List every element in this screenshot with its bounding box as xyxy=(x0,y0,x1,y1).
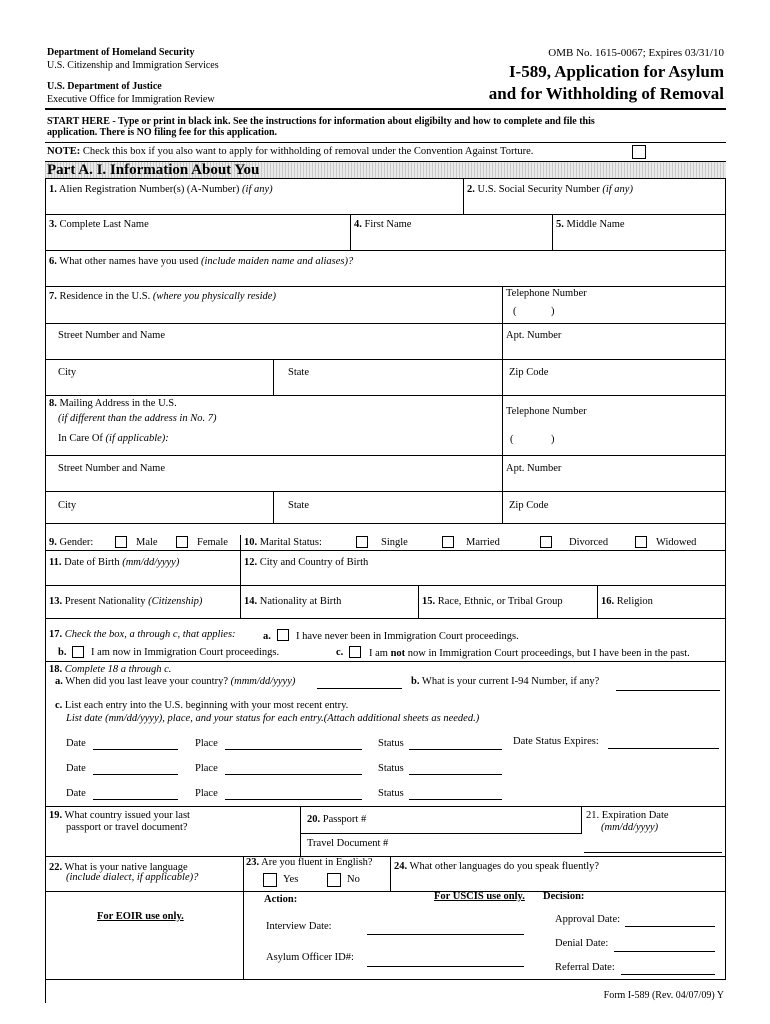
row-line xyxy=(300,833,582,834)
start-here-line1: START HERE - Type or print in black ink. See the instructions for information about eligibilty and how to complete and file this xyxy=(47,116,595,127)
ssn-input[interactable] xyxy=(467,198,721,212)
row-line xyxy=(45,523,726,524)
row-line xyxy=(45,455,726,456)
uscis-agency: U.S. Citizenship and Immigration Services xyxy=(47,60,219,71)
grid-left xyxy=(45,179,46,1003)
uscis-use-label: For USCIS use only. xyxy=(434,891,525,902)
english-yes-checkbox[interactable] xyxy=(263,873,277,887)
officer-id-input[interactable] xyxy=(367,966,524,967)
cat-withholding-checkbox[interactable] xyxy=(632,145,646,159)
marital-single-label: Single xyxy=(381,537,408,548)
cell-divider xyxy=(300,806,301,856)
row-line xyxy=(45,359,726,360)
q17c-text: I am not now in Immigration Court proceedings, but I have been in the past. xyxy=(369,648,690,659)
gender-male-label: Male xyxy=(136,537,158,548)
q7-city-label: City xyxy=(58,367,77,378)
middle-name-input[interactable] xyxy=(556,233,721,247)
cell-divider xyxy=(243,856,244,891)
part-a1-title: Part A. I. Information About You xyxy=(47,162,260,178)
marital-single-checkbox[interactable] xyxy=(356,536,368,548)
q8-apt-label: Apt. Number xyxy=(506,463,562,474)
q8-zip-label: Zip Code xyxy=(509,500,549,511)
cell-divider xyxy=(273,359,274,395)
q17b-checkbox[interactable] xyxy=(72,646,84,658)
q8-phone-input[interactable] xyxy=(560,432,720,446)
q18b-input[interactable] xyxy=(616,690,720,691)
marital-divorced-label: Divorced xyxy=(569,537,609,548)
q18a-input[interactable] xyxy=(317,688,402,689)
q8-label: 8. Mailing Address in the U.S. xyxy=(49,398,177,409)
cell-divider xyxy=(273,491,274,523)
entry1-status-label: Status xyxy=(378,738,404,749)
q17c-checkbox[interactable] xyxy=(349,646,361,658)
cell-divider xyxy=(350,214,351,250)
grid-right xyxy=(725,179,726,979)
entry2-date-label: Date xyxy=(66,763,86,774)
doj-dept: U.S. Department of Justice xyxy=(47,81,162,92)
q16-label: 16. Religion xyxy=(601,596,653,607)
marital-divorced-checkbox[interactable] xyxy=(540,536,552,548)
form-revision: Form I-589 (Rev. 04/07/09) Y xyxy=(603,990,724,1001)
row-line xyxy=(45,856,726,857)
row-line xyxy=(45,891,726,892)
paren-close: ) xyxy=(551,306,555,317)
q8-phone-label: Telephone Number xyxy=(506,406,587,417)
officer-id-label: Asylum Officer ID#: xyxy=(266,952,354,963)
cell-divider xyxy=(502,286,503,395)
first-name-input[interactable] xyxy=(354,233,548,247)
entry1-date-input[interactable] xyxy=(93,749,178,750)
marital-widowed-checkbox[interactable] xyxy=(635,536,647,548)
row-line xyxy=(45,395,726,396)
cat-note: NOTE: Check this box if you also want to apply for withholding of removal under the Convention Against Torture. xyxy=(47,146,534,157)
expiration-date-input[interactable] xyxy=(584,852,722,853)
row-line xyxy=(45,979,244,980)
row-line xyxy=(45,214,726,215)
approval-date-label: Approval Date: xyxy=(555,914,621,925)
q22-label: 22. What is your native language xyxy=(49,862,188,873)
q21-label: 21. Expiration Date xyxy=(586,810,669,821)
cell-divider xyxy=(240,535,241,618)
entry1-place-label: Place xyxy=(195,738,218,749)
row-line xyxy=(45,585,726,586)
omb-number: OMB No. 1615-0067; Expires 03/31/10 xyxy=(548,47,724,59)
q3-label: 3. Complete Last Name xyxy=(49,219,149,230)
row-line xyxy=(45,661,726,662)
q17a-text: I have never been in Immigration Court proceedings. xyxy=(296,631,519,642)
english-yes-label: Yes xyxy=(283,874,299,885)
q18c-label: c. List each entry into the U.S. beginning with your most recent entry. xyxy=(55,700,349,711)
q4-label: 4. First Name xyxy=(354,219,412,230)
paren-open: ( xyxy=(510,434,514,445)
q12-label: 12. City and Country of Birth xyxy=(244,557,369,568)
english-no-checkbox[interactable] xyxy=(327,873,341,887)
q23-label: 23. Are you fluent in English? xyxy=(246,857,373,868)
q17a-letter: a. xyxy=(263,631,271,642)
q7-zip-label: Zip Code xyxy=(509,367,549,378)
cell-divider xyxy=(581,806,582,833)
q11-label: 11. Date of Birth (mm/dd/yyyy) xyxy=(49,557,180,568)
q7-phone-input[interactable] xyxy=(560,304,720,318)
row-line xyxy=(45,806,726,807)
entry3-status-input[interactable] xyxy=(409,799,502,800)
q18c-instructions: List date (mm/dd/yyyy), place, and your status for each entry.(Attach additional sheets as needed.) xyxy=(66,713,480,724)
start-here-line2: application. There is NO filing fee for this application. xyxy=(47,127,278,138)
marital-married-checkbox[interactable] xyxy=(442,536,454,548)
entry1-status-input[interactable] xyxy=(409,749,502,750)
q8-street-label: Street Number and Name xyxy=(58,463,166,474)
cell-divider xyxy=(418,585,419,618)
q1-label: 1. Alien Registration Number(s) (A-Number) (if any) xyxy=(49,184,273,195)
q18a-label: a. When did you last leave your country? (mmm/dd/yyyy) xyxy=(55,676,296,687)
entry3-date-label: Date xyxy=(66,788,86,799)
paren-open: ( xyxy=(513,306,517,317)
entry2-status-input[interactable] xyxy=(409,774,502,775)
q9-label: 9. Gender: xyxy=(49,537,94,548)
row-line xyxy=(45,323,726,324)
q10-label: 10. Marital Status: xyxy=(244,537,322,548)
interview-date-input[interactable] xyxy=(367,934,524,935)
q18b-label: b. What is your current I-94 Number, if any? xyxy=(411,676,600,687)
entry1-place-input[interactable] xyxy=(225,749,362,750)
dhs-dept: Department of Homeland Security xyxy=(47,47,195,58)
entry3-date-input[interactable] xyxy=(93,799,178,800)
divider xyxy=(45,142,726,143)
form-title-line2: and for Withholding of Removal xyxy=(488,84,724,103)
row-line xyxy=(45,618,726,619)
q18-label: 18. Complete 18 a through c. xyxy=(49,664,172,675)
approval-date-input[interactable] xyxy=(625,926,715,927)
q6-label: 6. What other names have you used (include maiden name and aliases)? xyxy=(49,256,354,267)
q21-format: (mm/dd/yyyy) xyxy=(601,822,659,833)
q19-label: 19. What country issued your last xyxy=(49,810,190,821)
q7-label: 7. Residence in the U.S. (where you physically reside) xyxy=(49,291,276,302)
decision-label: Decision: xyxy=(543,891,585,902)
marital-widowed-label: Widowed xyxy=(656,537,697,548)
entry3-status-label: Status xyxy=(378,788,404,799)
entry2-place-input[interactable] xyxy=(225,774,362,775)
entry2-status-label: Status xyxy=(378,763,404,774)
q7-apt-label: Apt. Number xyxy=(506,330,562,341)
entry1-expires-input[interactable] xyxy=(608,748,719,749)
q17b-text: I am now in Immigration Court proceedings. xyxy=(91,647,280,658)
entry3-place-label: Place xyxy=(195,788,218,799)
q20-label: 20. Passport # xyxy=(307,814,367,825)
row-line xyxy=(243,979,726,980)
gender-male-checkbox[interactable] xyxy=(115,536,127,548)
q8-city-label: City xyxy=(58,500,77,511)
row-line xyxy=(45,286,726,287)
cell-divider xyxy=(597,585,598,618)
english-no-label: No xyxy=(347,874,360,885)
cell-divider xyxy=(463,179,464,214)
entry2-place-label: Place xyxy=(195,763,218,774)
gender-female-label: Female xyxy=(197,537,228,548)
q13-label: 13. Present Nationality (Citizenship) xyxy=(49,596,203,607)
entry1-expires-label: Date Status Expires: xyxy=(513,736,599,747)
gender-female-checkbox[interactable] xyxy=(176,536,188,548)
form-title-line1: I-589, Application for Asylum xyxy=(508,62,724,81)
q17-label: 17. Check the box, a through c, that applies: xyxy=(49,629,236,640)
a-number-input[interactable] xyxy=(49,198,459,212)
q2-label: 2. U.S. Social Security Number (if any) xyxy=(467,184,633,195)
row-line xyxy=(45,250,726,251)
q7-street-label: Street Number and Name xyxy=(58,330,166,341)
cell-divider xyxy=(502,395,503,523)
q14-label: 14. Nationality at Birth xyxy=(244,596,342,607)
interview-date-label: Interview Date: xyxy=(266,921,332,932)
q17b-letter: b. xyxy=(58,647,67,658)
eoir-use-label: For EOIR use only. xyxy=(97,911,184,922)
other-names-input[interactable] xyxy=(49,270,721,284)
q24-label: 24. What other languages do you speak fluently? xyxy=(394,861,600,872)
denial-date-input[interactable] xyxy=(614,951,715,952)
row-line xyxy=(45,491,726,492)
denial-date-label: Denial Date: xyxy=(555,938,609,949)
last-name-input[interactable] xyxy=(49,233,346,247)
uscis-action-label: Action: xyxy=(264,894,298,905)
row-line xyxy=(45,550,726,551)
paren-close: ) xyxy=(551,434,555,445)
q7-phone-label: Telephone Number xyxy=(506,288,587,299)
q15-label: 15. Race, Ethnic, or Tribal Group xyxy=(422,596,563,607)
q17a-checkbox[interactable] xyxy=(277,629,289,641)
q17c-letter: c. xyxy=(336,647,344,658)
marital-married-label: Married xyxy=(466,537,500,548)
entry3-place-input[interactable] xyxy=(225,799,362,800)
entry2-date-input[interactable] xyxy=(93,774,178,775)
q22-sub: (include dialect, if applicable)? xyxy=(66,872,199,883)
cell-divider xyxy=(390,856,391,891)
entry1-date-label: Date xyxy=(66,738,86,749)
q8-care-of: In Care Of (if applicable): xyxy=(58,433,169,444)
q5-label: 5. Middle Name xyxy=(556,219,625,230)
eoir-agency: Executive Office for Immigration Review xyxy=(47,94,215,105)
header-rule xyxy=(45,108,726,110)
q8-state-label: State xyxy=(288,500,309,511)
q7-state-label: State xyxy=(288,367,309,378)
referral-date-label: Referral Date: xyxy=(555,962,615,973)
q19-label-line2: passport or travel document? xyxy=(66,822,188,833)
travel-document-label: Travel Document # xyxy=(307,838,389,849)
cell-divider xyxy=(552,214,553,250)
cell-divider xyxy=(243,891,244,979)
referral-date-input[interactable] xyxy=(621,974,715,975)
q8-sub: (if different than the address in No. 7) xyxy=(58,413,217,424)
